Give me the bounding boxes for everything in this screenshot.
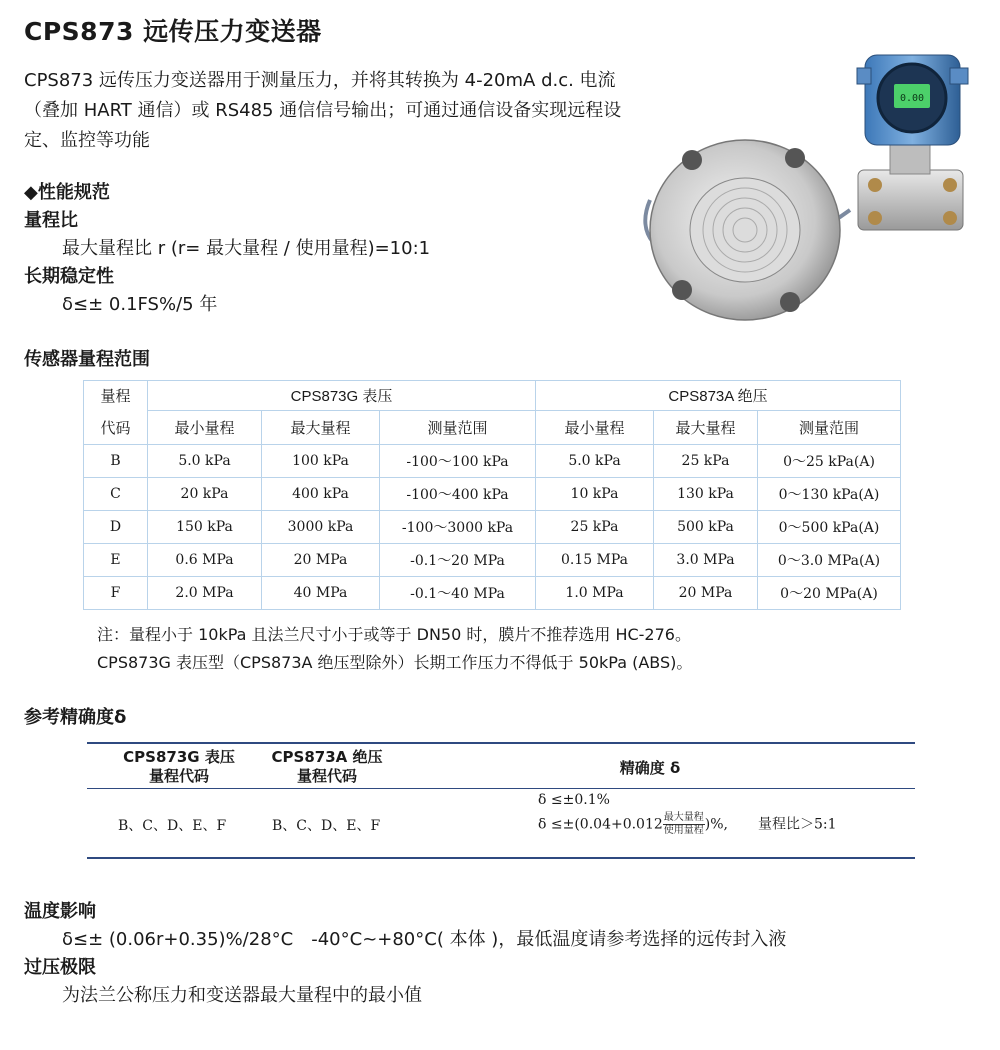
g-max-cell: 3000 kPa xyxy=(262,511,380,544)
accuracy-line-2 xyxy=(538,812,837,837)
g-range-cell: -100～100 kPa xyxy=(380,445,536,478)
a-range-cell: 0～20 MPa(A) xyxy=(758,577,901,610)
accuracy-line-1: δ ≤±0.1% xyxy=(538,792,610,808)
lcd-reading: 0.00 xyxy=(899,93,925,104)
accuracy-col-a-line2: 量程代码 xyxy=(296,767,357,785)
header-g-max: 最大量程 xyxy=(262,411,380,445)
row-code: D xyxy=(84,511,148,544)
a-min-cell: 5.0 kPa xyxy=(536,445,654,478)
range-heading: 传感器量程范围 xyxy=(24,349,150,370)
a-min-cell: 0.15 MPa xyxy=(536,544,654,577)
row-code: E xyxy=(84,544,148,577)
g-min-cell: 5.0 kPa xyxy=(148,445,262,478)
spec-heading: ◆性能规范 xyxy=(24,182,110,203)
table-row xyxy=(84,577,901,610)
accuracy-top-rule xyxy=(87,742,915,744)
page-title: CPS873 远传压力变送器 xyxy=(24,17,322,46)
a-range-cell: 0～500 kPa(A) xyxy=(758,511,901,544)
a-range-cell: 0～3.0 MPa(A) xyxy=(758,544,901,577)
accuracy-col-g-line1: CPS873G 表压 xyxy=(123,748,235,766)
accuracy-col-a-line1: CPS873A 绝压 xyxy=(271,748,383,766)
row-code: C xyxy=(84,478,148,511)
accuracy-mid-rule xyxy=(87,788,915,789)
accuracy-col-g-line2: 量程代码 xyxy=(148,767,209,785)
header-g-min: 最小量程 xyxy=(148,411,262,445)
header-code-1: 量程 xyxy=(84,381,148,411)
header-a-range: 测量范围 xyxy=(758,411,901,445)
temp-label: 温度影响 xyxy=(24,901,96,922)
table-row xyxy=(84,478,901,511)
transmitter-product-image xyxy=(620,40,980,330)
temp-text: δ≤± (0.06r+0.35)%/28°C -40°C~+80°C( 本体 )，最低温度请参考选择的远传封入液 xyxy=(62,929,787,950)
row-code: F xyxy=(84,577,148,610)
range-ratio-label: 量程比 xyxy=(24,210,78,231)
overpressure-label: 过压极限 xyxy=(24,957,96,978)
fraction-denominator: 使用量程 xyxy=(663,825,704,836)
g-min-cell: 0.6 MPa xyxy=(148,544,262,577)
intro-paragraph: CPS873 远传压力变送器用于测量压力，并将其转换为 4-20mA d.c. 电流（叠加 HART 通信）或 RS485 通信信号输出；可通过通信设备实现远程设定、监控等功能 xyxy=(24,70,622,151)
a-max-cell: 20 MPa xyxy=(654,577,758,610)
fraction-numerator: 最大量程 xyxy=(663,812,704,823)
accuracy-heading: 参考精确度δ xyxy=(24,707,127,728)
a-max-cell: 25 kPa xyxy=(654,445,758,478)
g-range-cell: -0.1～40 MPa xyxy=(380,577,536,610)
g-max-cell: 400 kPa xyxy=(262,478,380,511)
g-max-cell: 100 kPa xyxy=(262,445,380,478)
accuracy-codes-g: B、C、D、E、F xyxy=(118,818,227,834)
stability-label: 长期稳定性 xyxy=(24,266,114,287)
header-g-range: 测量范围 xyxy=(380,411,536,445)
g-range-cell: -100～400 kPa xyxy=(380,478,536,511)
row-code: B xyxy=(84,445,148,478)
range-note-1: 注：量程小于 10kPa 且法兰尺寸小于或等于 DN50 时，膜片不推荐选用 HC-276。 xyxy=(97,625,691,644)
accuracy-col-a xyxy=(252,748,402,786)
a-range-cell: 0～25 kPa(A) xyxy=(758,445,901,478)
a-min-cell: 25 kPa xyxy=(536,511,654,544)
accuracy-formula-suffix: )%, xyxy=(704,816,729,833)
sensor-range-table xyxy=(83,380,901,610)
accuracy-codes-a: B、C、D、E、F xyxy=(272,818,381,834)
stability-text: δ≤± 0.1FS%/5 年 xyxy=(62,294,218,315)
a-min-cell: 1.0 MPa xyxy=(536,577,654,610)
accuracy-formula-prefix: δ ≤±(0.04+0.012 xyxy=(538,816,663,833)
g-range-cell: -100～3000 kPa xyxy=(380,511,536,544)
header-group-g: CPS873G 表压 xyxy=(148,381,536,411)
a-max-cell: 130 kPa xyxy=(654,478,758,511)
g-min-cell: 150 kPa xyxy=(148,511,262,544)
a-max-cell: 3.0 MPa xyxy=(654,544,758,577)
accuracy-col-g xyxy=(104,748,254,786)
table-row xyxy=(84,511,901,544)
header-a-min: 最小量程 xyxy=(536,411,654,445)
table-row xyxy=(84,445,901,478)
a-max-cell: 500 kPa xyxy=(654,511,758,544)
a-range-cell: 0～130 kPa(A) xyxy=(758,478,901,511)
g-range-cell: -0.1～20 MPa xyxy=(380,544,536,577)
accuracy-col-acc: 精确度 δ xyxy=(619,759,681,777)
accuracy-fraction xyxy=(663,812,705,837)
a-min-cell: 10 kPa xyxy=(536,478,654,511)
g-min-cell: 2.0 MPa xyxy=(148,577,262,610)
g-min-cell: 20 kPa xyxy=(148,478,262,511)
header-group-a: CPS873A 绝压 xyxy=(536,381,901,411)
header-code-2: 代码 xyxy=(84,411,148,445)
accuracy-bottom-rule xyxy=(87,857,915,859)
table-row xyxy=(84,544,901,577)
header-a-max: 最大量程 xyxy=(654,411,758,445)
range-note-2: CPS873G 表压型（CPS873A 绝压型除外）长期工作压力不得低于 50kPa (ABS)。 xyxy=(97,653,693,672)
overpressure-text: 为法兰公称压力和变送器最大量程中的最小值 xyxy=(62,985,422,1006)
g-max-cell: 40 MPa xyxy=(262,577,380,610)
g-max-cell: 20 MPa xyxy=(262,544,380,577)
accuracy-condition: 量程比＞5:1 xyxy=(758,816,837,833)
range-ratio-text: 最大量程比 r (r= 最大量程 / 使用量程)=10:1 xyxy=(62,238,431,259)
